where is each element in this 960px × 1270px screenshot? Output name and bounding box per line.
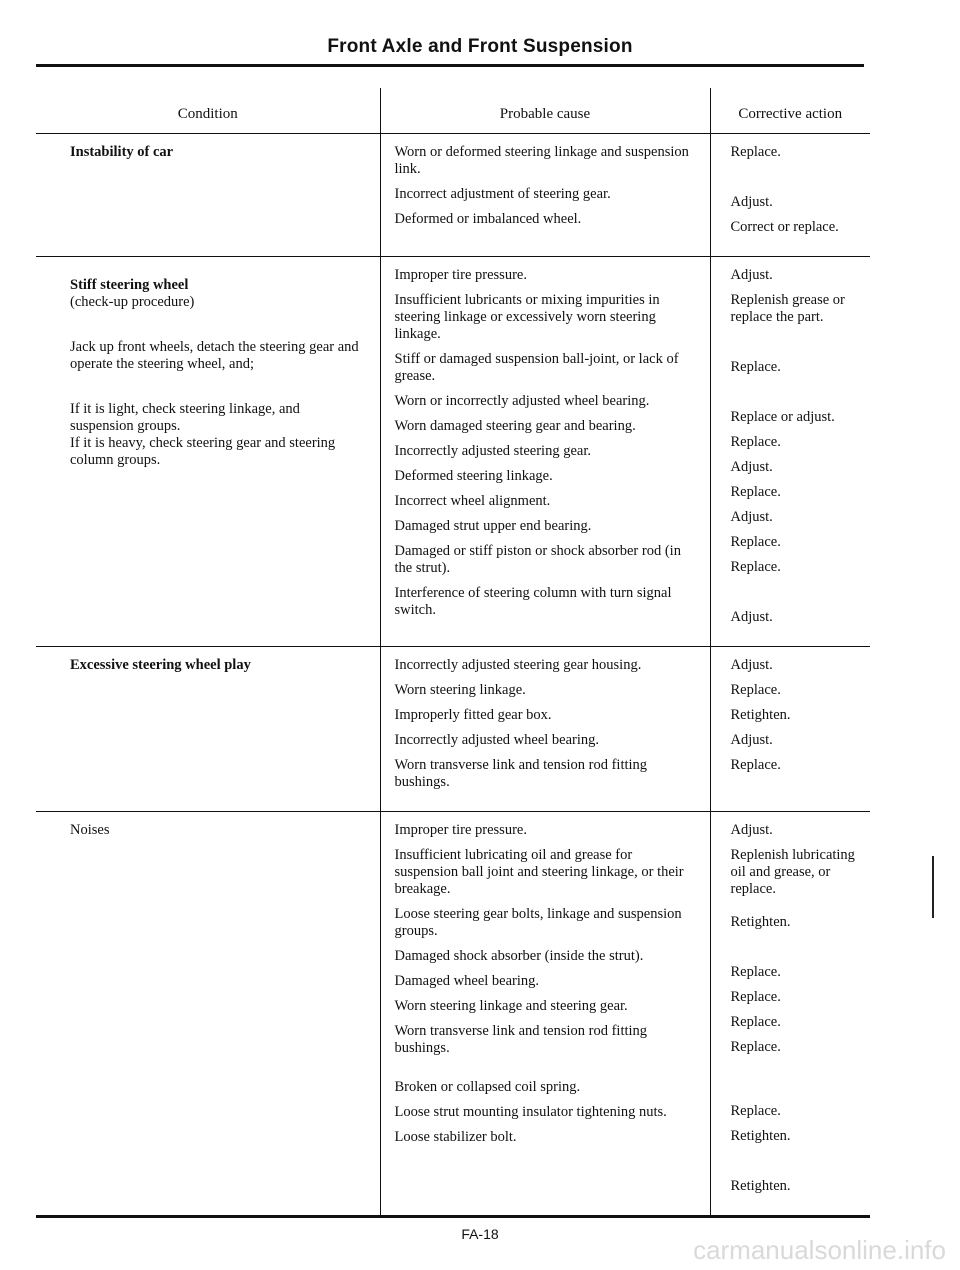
- action-item: Adjust.: [730, 459, 773, 475]
- action-item: Replace.: [730, 359, 781, 375]
- action-item: Adjust.: [730, 657, 773, 673]
- cause-cell: [380, 134, 710, 257]
- action-item: Adjust.: [730, 822, 773, 838]
- condition-text: If it is heavy, check steering gear and steering column groups.: [70, 435, 336, 468]
- condition-text: Stiff steering wheel: [70, 277, 189, 293]
- page-number: FA-18: [461, 1226, 499, 1242]
- margin-mark: [932, 856, 934, 918]
- action-item: Retighten.: [730, 1178, 791, 1194]
- action-item: Adjust.: [730, 194, 773, 210]
- cause-item: Worn or deformed steering linkage and suspension link.: [394, 144, 689, 177]
- action-cell: [710, 812, 870, 1217]
- action-item: Replace.: [730, 484, 781, 500]
- cause-item: Damaged or stiff piston or shock absorber rod (in the strut).: [394, 543, 681, 576]
- action-item: Replace.: [730, 559, 781, 575]
- troubleshooting-table: [36, 88, 870, 1218]
- action-item: Replace.: [730, 434, 781, 450]
- action-item: Replace or adjust.: [730, 409, 835, 425]
- action-cell: [710, 134, 870, 257]
- table-row-group: [36, 647, 870, 812]
- cause-item: Loose strut mounting insulator tightening nuts.: [394, 1104, 667, 1120]
- cause-item: Broken or collapsed coil spring.: [394, 1079, 581, 1095]
- cause-item: Incorrectly adjusted steering gear.: [394, 443, 591, 459]
- action-item: Replace.: [730, 1039, 781, 1055]
- cause-item: Improperly fitted gear box.: [394, 707, 552, 723]
- action-item: Replenish lubricating oil and grease, or replace.: [730, 847, 855, 897]
- cause-item: Damaged strut upper end bearing.: [394, 518, 592, 534]
- cause-item: Incorrectly adjusted steering gear housing.: [394, 657, 642, 673]
- cause-item: Worn transverse link and tension rod fitting bushings.: [394, 757, 648, 790]
- cause-item: Deformed or imbalanced wheel.: [394, 211, 582, 227]
- action-item: Adjust.: [730, 267, 773, 283]
- action-item: Replace.: [730, 1103, 781, 1119]
- action-item: Replace.: [730, 757, 781, 773]
- cause-cell: [380, 257, 710, 647]
- header-condition: Condition: [36, 88, 380, 134]
- action-item: Adjust.: [730, 609, 773, 625]
- cause-item: Damaged wheel bearing.: [394, 973, 540, 989]
- table-row-group: [36, 134, 870, 257]
- condition-text: Excessive steering wheel play: [70, 657, 251, 673]
- condition-text: Instability of car: [70, 144, 174, 160]
- troubleshooting-table-container: [36, 88, 870, 1218]
- action-item: Replenish grease or replace the part.: [730, 292, 845, 325]
- cause-item: Stiff or damaged suspension ball-joint, or lack of grease.: [394, 351, 679, 384]
- cause-item: Worn steering linkage.: [394, 682, 526, 698]
- action-item: Retighten.: [730, 707, 791, 723]
- cause-item: Worn damaged steering gear and bearing.: [394, 418, 636, 434]
- action-item: Replace.: [730, 144, 781, 160]
- action-item: Adjust.: [730, 732, 773, 748]
- cause-item: Worn steering linkage and steering gear.: [394, 998, 628, 1014]
- action-item: Replace.: [730, 989, 781, 1005]
- condition-text: Jack up front wheels, detach the steering gear and operate the steering wheel, and;: [70, 339, 359, 372]
- cause-item: Insufficient lubricating oil and grease for suspension ball joint and steering linkage, or their breakage.: [394, 847, 684, 897]
- cause-item: Improper tire pressure.: [394, 267, 527, 283]
- header-corrective-action: Corrective action: [710, 88, 870, 134]
- header-probable-cause: Probable cause: [380, 88, 710, 134]
- condition-cell: [36, 812, 380, 1217]
- page-title: Front Axle and Front Suspension: [327, 36, 633, 57]
- table-header-row: [36, 88, 870, 134]
- watermark: carmanualsonline.info: [693, 1235, 946, 1265]
- action-item: Replace.: [730, 1014, 781, 1030]
- cause-item: Loose stabilizer bolt.: [394, 1129, 517, 1145]
- cause-cell: [380, 647, 710, 812]
- cause-item: Interference of steering column with turn signal switch.: [394, 585, 672, 618]
- cause-item: Worn or incorrectly adjusted wheel bearing.: [394, 393, 650, 409]
- cause-item: Loose steering gear bolts, linkage and suspension groups.: [394, 906, 682, 939]
- cause-item: Incorrect wheel alignment.: [394, 493, 551, 509]
- cause-item: Deformed steering linkage.: [394, 468, 553, 484]
- action-cell: [710, 647, 870, 812]
- cause-item: Damaged shock absorber (inside the strut).: [394, 948, 644, 964]
- action-item: Adjust.: [730, 509, 773, 525]
- condition-text: Noises: [70, 822, 110, 838]
- condition-cell: [36, 257, 380, 647]
- condition-text: (check-up procedure): [70, 294, 195, 310]
- cause-item: Incorrectly adjusted wheel bearing.: [394, 732, 600, 748]
- table-row-group: [36, 257, 870, 647]
- action-item: Retighten.: [730, 1128, 791, 1144]
- table-row-group: [36, 812, 870, 1217]
- cause-item: Insufficient lubricants or mixing impurities in steering linkage or excessively worn steering linkage.: [394, 292, 660, 342]
- condition-cell: [36, 647, 380, 812]
- action-item: Replace.: [730, 682, 781, 698]
- condition-text: If it is light, check steering linkage, and suspension groups.: [70, 401, 300, 434]
- cause-item: Incorrect adjustment of steering gear.: [394, 186, 611, 202]
- cause-item: Improper tire pressure.: [394, 822, 527, 838]
- condition-cell: [36, 134, 380, 257]
- action-cell: [710, 257, 870, 647]
- action-item: Retighten.: [730, 914, 791, 930]
- cause-item: Worn transverse link and tension rod fitting bushings.: [394, 1023, 648, 1056]
- action-item: Replace.: [730, 964, 781, 980]
- action-item: Replace.: [730, 534, 781, 550]
- cause-cell: [380, 812, 710, 1217]
- action-item: Correct or replace.: [730, 219, 839, 235]
- title-rule: [36, 64, 864, 67]
